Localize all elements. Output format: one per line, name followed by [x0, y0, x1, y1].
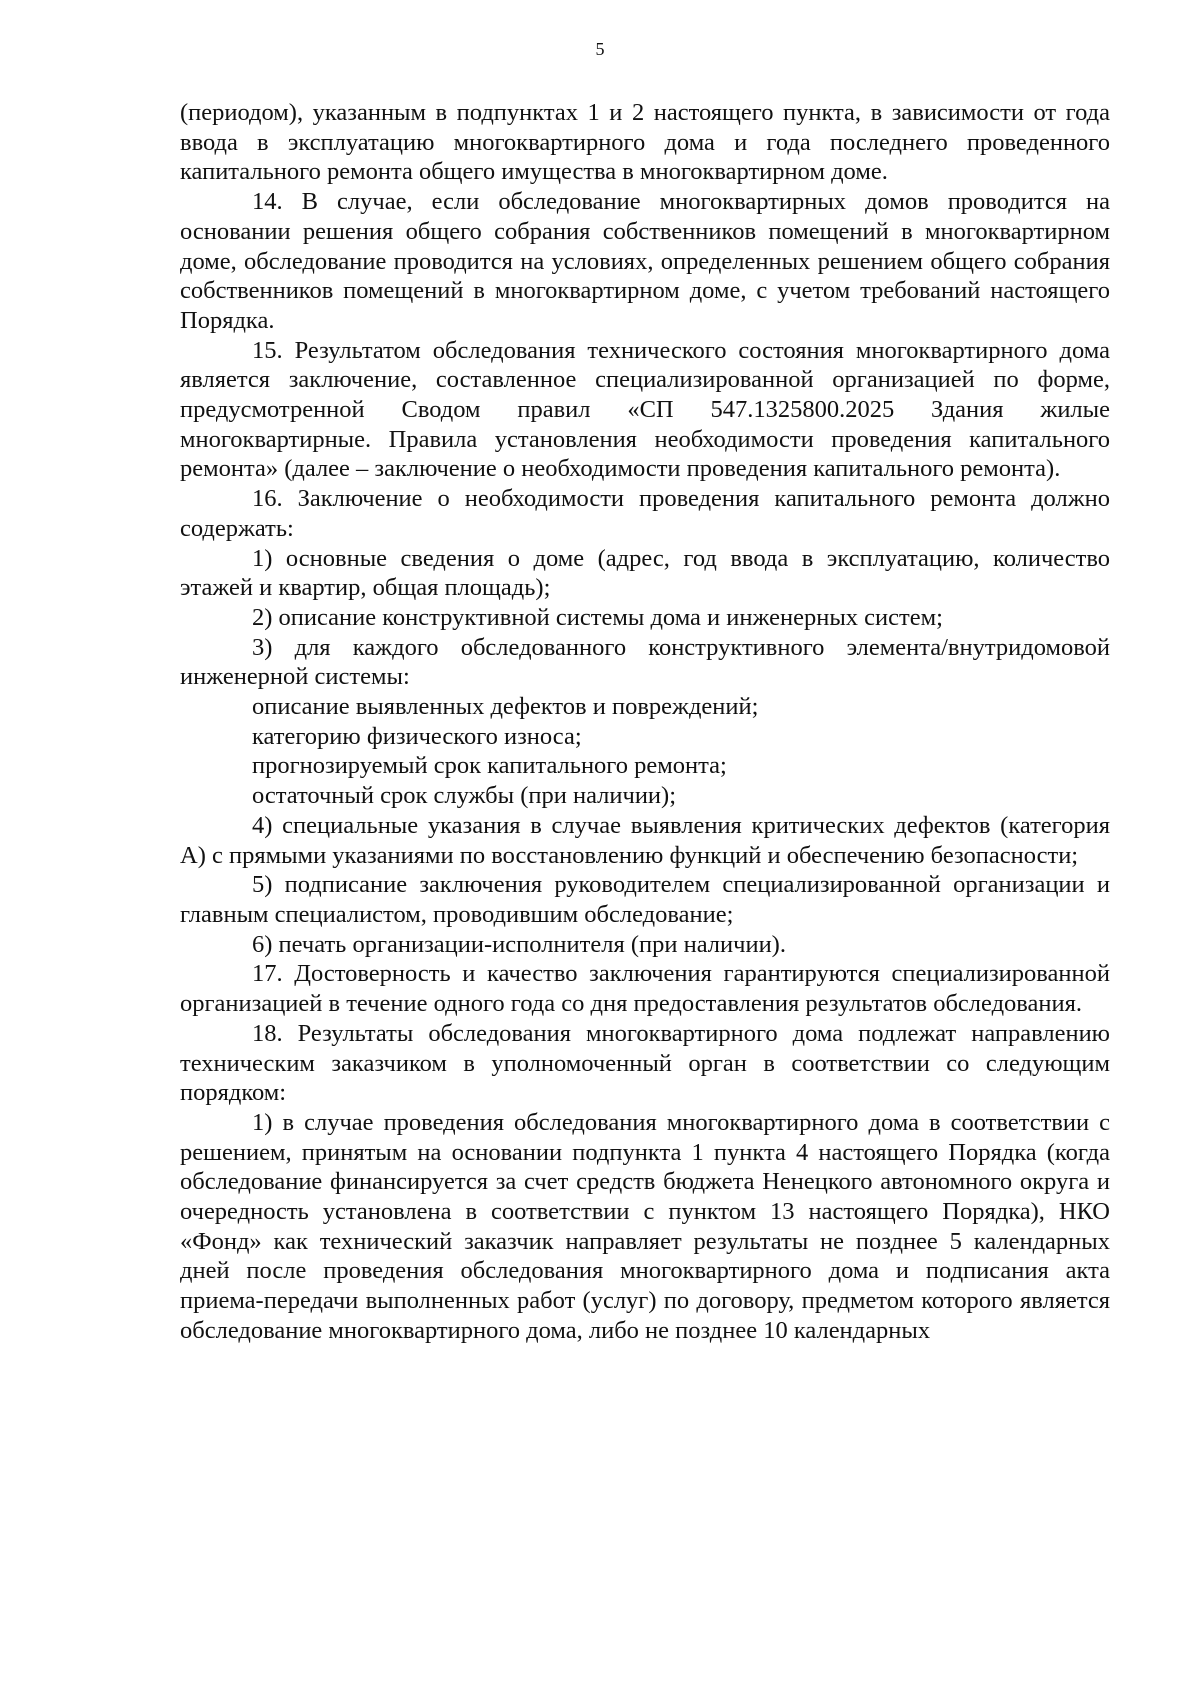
paragraph-14: 14. В случае, если обследование многоквартирных домов проводится на основании решения общего собрания собственников помещений в многоквартирном доме, обследование проводится на условиях, определенных решением общего собрания собственников помещений в многоквартирном доме, с учетом требований настоящего Порядка. — [180, 188, 1110, 334]
sub-item-repair-term: прогнозируемый срок капитального ремонта; — [252, 752, 727, 780]
sub-item-wear-category: категорию физического износа; — [252, 722, 582, 750]
paragraph-18: 18. Результаты обследования многоквартирного дома подлежат направлению техническим заказчиком в уполномоченный орган в соответствии со следующим порядком: — [180, 1019, 1110, 1107]
list-item-16-2: 2) описание конструктивной системы дома и инженерных систем; — [252, 603, 943, 631]
sub-item-defects: описание выявленных дефектов и повреждений; — [252, 693, 759, 721]
paragraph-17: 17. Достоверность и качество заключения гарантируются специализированной организацией в течение одного года со дня предоставления результатов обследования. — [180, 960, 1110, 1018]
sub-item-service-life: остаточный срок службы (при наличии); — [252, 782, 677, 810]
list-item-16-3: 3) для каждого обследованного конструктивного элемента/внутридомовой инженерной системы: — [180, 633, 1110, 691]
list-item-18-1: 1) в случае проведения обследования многоквартирного дома в соответствии с решением, принятым на основании подпункта 1 пункта 4 настоящего Порядка (когда обследование финансируется за счет средств бюджета Ненецкого автономного округа и очередность установлена в соответствии с пунктом 13 настоящего Порядка), НКО «Фонд» как технический заказчик направляет результаты не позднее 5 календарных дней после проведения обследования многоквартирного дома и подписания акта приема-передачи выполненных работ (услуг) по договору, предметом которого является обследование многоквартирного дома, либо не позднее 10 календарных — [180, 1108, 1110, 1344]
list-item-16-6: 6) печать организации-исполнителя (при наличии). — [252, 930, 786, 958]
page-number: 5 — [595, 39, 605, 59]
paragraph-15: 15. Результатом обследования технического состояния многоквартирного дома является заключение, составленное специализированной организацией по форме, предусмотренной Сводом правил «СП 547.1325800.2025 Здания жилые многоквартирные. Правила установления необходимости проведения капитального ремонта» (далее – заключение о необходимости проведения капитального ремонта). — [180, 336, 1110, 483]
list-item-16-5: 5) подписание заключения руководителем специализированной организации и главным специалистом, проводившим обследование; — [180, 871, 1110, 928]
paragraph-continuation: (периодом), указанным в подпунктах 1 и 2 настоящего пункта, в зависимости от года ввода в эксплуатацию многоквартирного дома и года последнего проведенного капитального ремонта общего имущества в многоквартирном доме. — [180, 99, 1110, 186]
list-item-16-1: 1) основные сведения о доме (адрес, год ввода в эксплуатацию, количество этажей и квартир, общая площадь); — [180, 544, 1110, 602]
document-body — [180, 98, 1110, 1346]
list-item-16-4: 4) специальные указания в случае выявления критических дефектов (категория А) с прямыми указаниями по восстановлению функций и обеспечению безопасности; — [180, 811, 1110, 869]
paragraph-16: 16. Заключение о необходимости проведения капитального ремонта должно содержать: — [180, 485, 1110, 542]
